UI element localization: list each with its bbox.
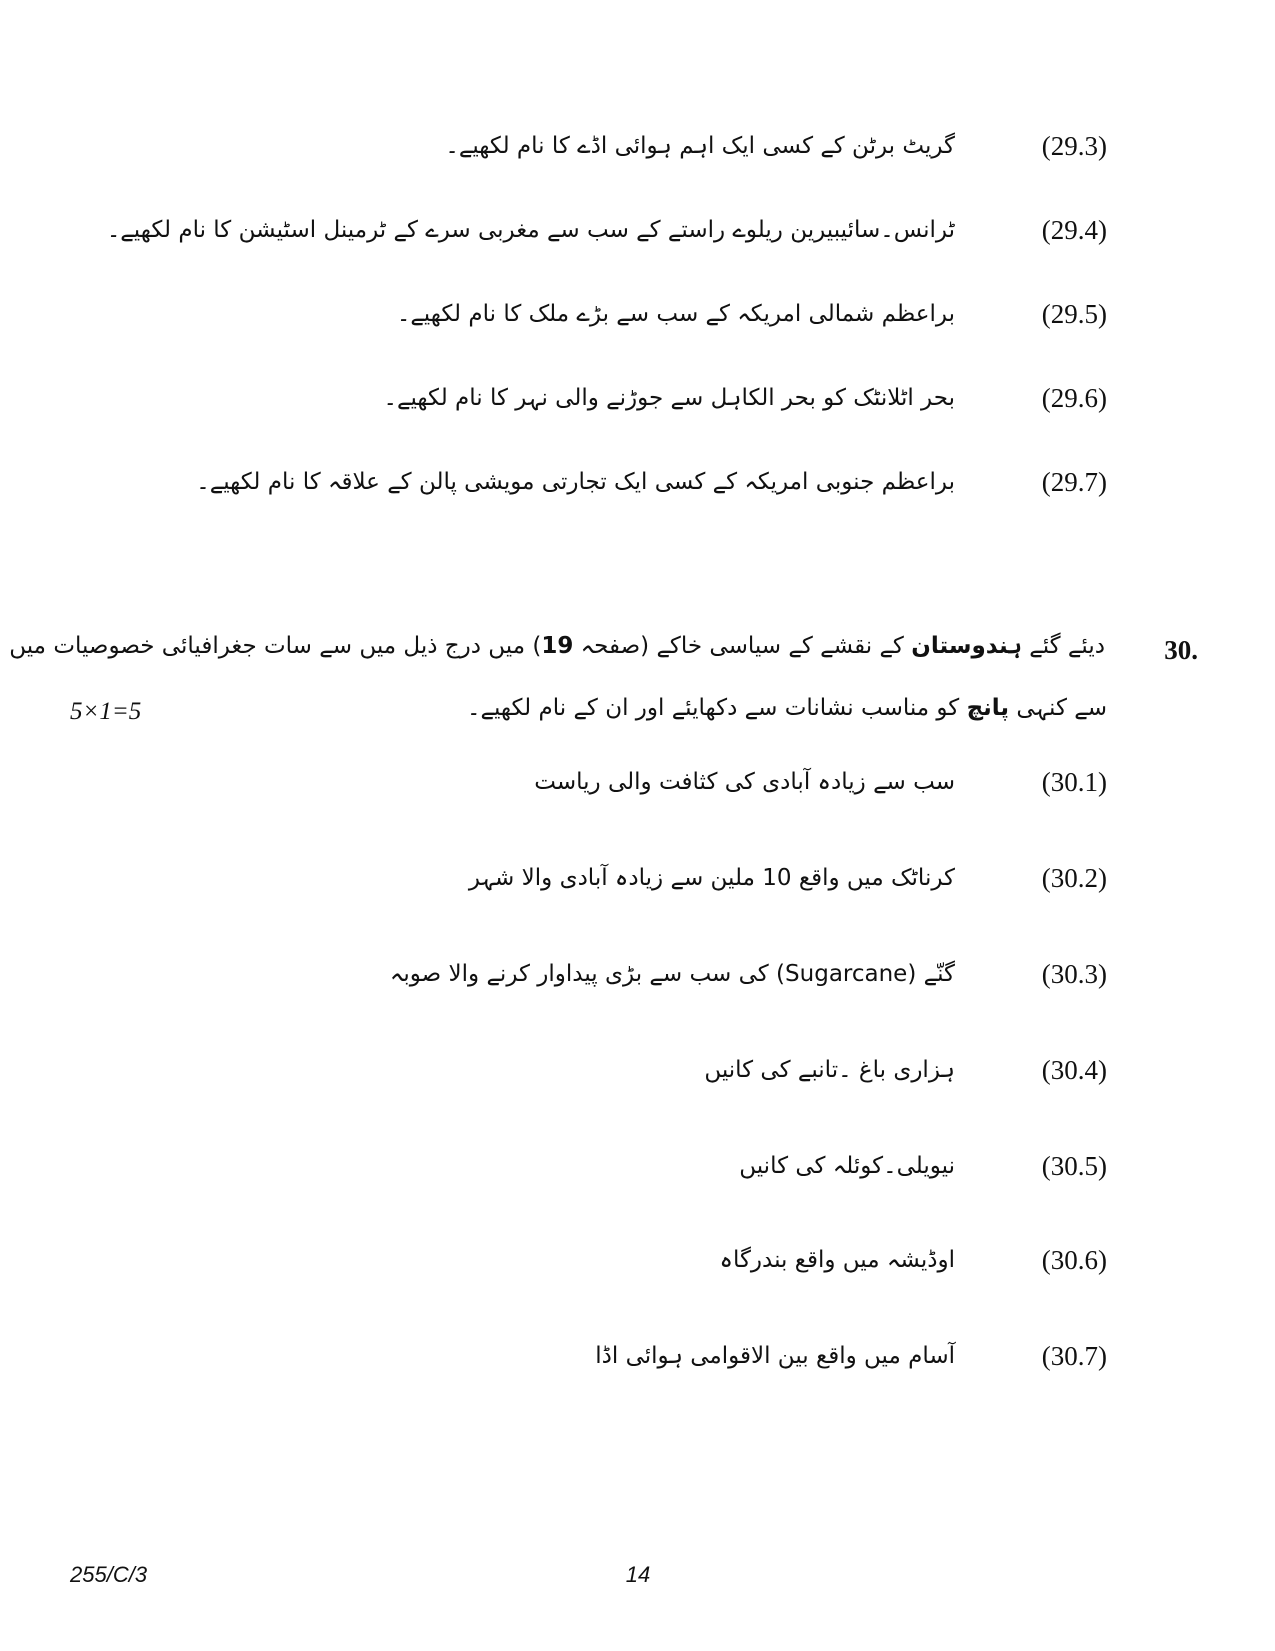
item-text: گنّے (Sugarcane) کی سب سے بڑی پیداوار کرنے والا صوبہ: [389, 961, 955, 987]
q29-item: [0, 200, 1275, 260]
item-number: (30.4): [1041, 1055, 1107, 1085]
item-text: ٹرانس۔سائیبیرین ریلوے راستے کے سب سے مغربی سرے کے ٹرمینل اسٹیشن کا نام لکھیے۔: [106, 217, 955, 243]
marks-allocation: 5×1=5: [70, 698, 142, 725]
stem-text: کے نقشے کے سیاسی خاکے (صفحہ: [580, 633, 904, 659]
item-number: (30.5): [1041, 1151, 1107, 1181]
stem-text: ) میں درج ذیل میں سے سات جغرافیائی خصوصیات میں: [9, 633, 542, 659]
item-number: (30.2): [1041, 863, 1107, 893]
q29-item: [0, 116, 1275, 176]
item-text: بحر اٹلانٹک کو بحر الکاہل سے جوڑنے والی نہر کا نام لکھیے۔: [383, 385, 955, 411]
item-number: (29.3): [1041, 131, 1107, 161]
q30-item: [0, 848, 1275, 908]
q29-item: [0, 368, 1275, 428]
question-stem-line-2: [467, 686, 1107, 730]
item-text: نیویلی۔کوئلہ کی کانیں: [739, 1153, 955, 1179]
item-number: (29.6): [1041, 383, 1107, 413]
page-reference: 19: [541, 633, 574, 659]
stem-text: کو مناسب نشانات سے دکھایئے اور ان کے نام لکھیے۔: [466, 695, 960, 721]
item-number: (30.1): [1041, 767, 1107, 797]
item-text: اوڈیشہ میں واقع بندرگاہ: [719, 1247, 955, 1273]
item-text: گریٹ برٹن کے کسی ایک اہم ہوائی اڈے کا نام لکھیے۔: [445, 133, 955, 159]
item-number: (29.5): [1041, 299, 1107, 329]
q30-item: [0, 1040, 1275, 1100]
item-number: (30.7): [1041, 1341, 1107, 1371]
paper-code: 255/C/3: [70, 1562, 148, 1587]
stem-emphasis: ہندوستان: [911, 633, 1022, 659]
item-text: آسام میں واقع بین الاقوامی ہوائی اڈا: [595, 1343, 955, 1369]
question-stem-line-1: [9, 624, 1105, 668]
item-number: (30.3): [1041, 959, 1107, 989]
stem-emphasis: پانچ: [966, 695, 1010, 721]
q29-item: [0, 452, 1275, 512]
page-number: 14: [625, 1562, 651, 1587]
item-text: کرناٹک میں واقع 10 ملین سے زیادہ آبادی والا شہر: [468, 865, 955, 891]
item-number: (29.7): [1041, 467, 1107, 497]
item-number: (29.4): [1041, 215, 1107, 245]
q30-item: [0, 944, 1275, 1004]
item-number: (30.6): [1041, 1245, 1107, 1275]
q29-item: [0, 284, 1275, 344]
q30-item: [0, 752, 1275, 812]
q30-item: [0, 1230, 1275, 1290]
question-number: 30.: [1164, 635, 1198, 665]
item-text: سب سے زیادہ آبادی کی کثافت والی ریاست: [534, 769, 955, 795]
item-text: براعظم شمالی امریکہ کے سب سے بڑے ملک کا نام لکھیے۔: [396, 301, 955, 327]
stem-text: سے کنہی: [1016, 695, 1107, 721]
item-text: ہزاری باغ ۔تانبے کی کانیں: [704, 1057, 955, 1083]
q30-item: [0, 1326, 1275, 1386]
item-text: براعظم جنوبی امریکہ کے کسی ایک تجارتی مویشی پالن کے علاقہ کا نام لکھیے۔: [196, 469, 955, 495]
q30-item: [0, 1136, 1275, 1196]
stem-text: دیئے گئے: [1029, 633, 1105, 659]
